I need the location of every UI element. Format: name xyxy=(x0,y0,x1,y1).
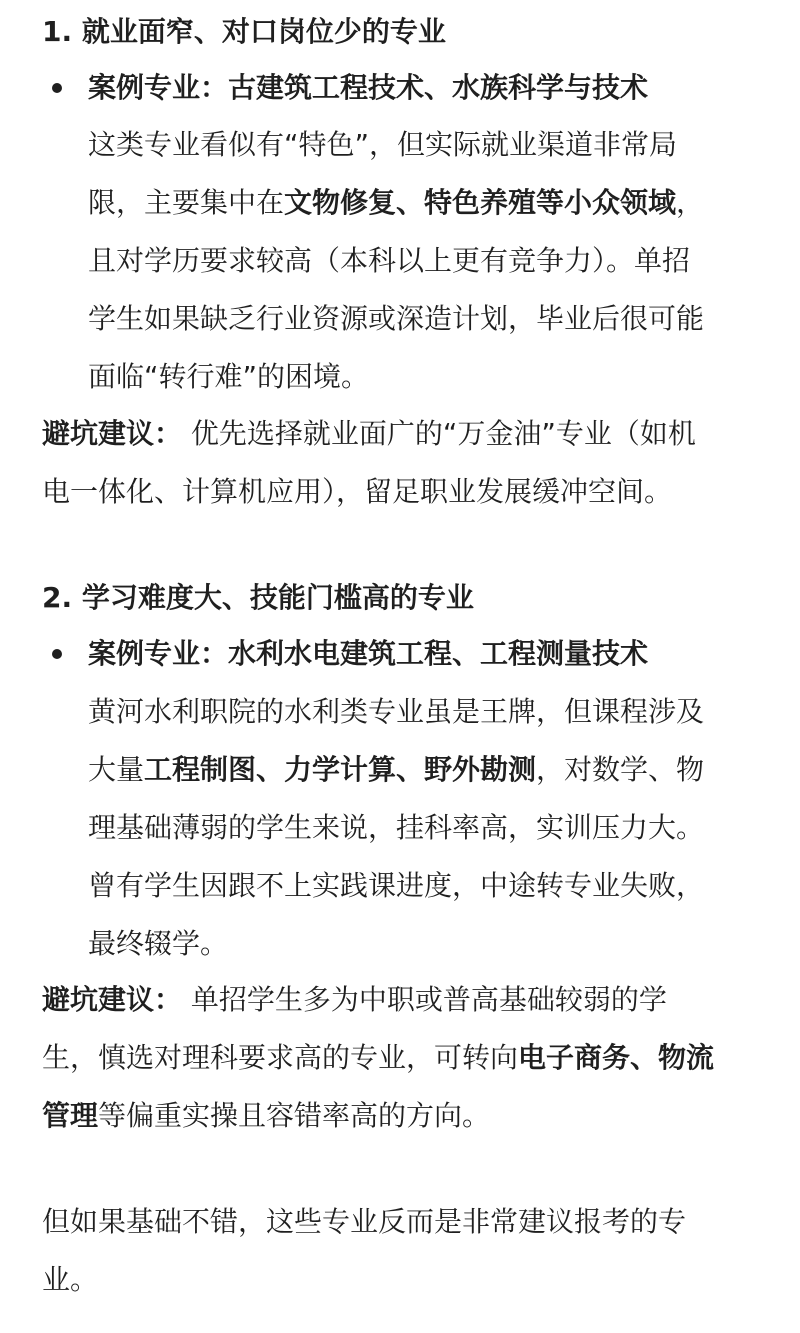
section1-advice-line: 电一体化、计算机应用），留足职业发展缓冲空间。 xyxy=(42,475,673,508)
closing-note xyxy=(42,1193,782,1309)
section1-body xyxy=(88,116,768,406)
section1-advice-label: 避坑建议： xyxy=(42,417,183,450)
section1-body-line: 学生如果缺乏行业资源或深造计划，毕业后很可能 xyxy=(88,302,705,335)
section1-body-emphasis: 文物修复、特色养殖等小众领域 xyxy=(284,186,677,219)
section2-advice-line: 生，慎选对理科要求高的专业，可转向电子商务、物流 xyxy=(42,1041,715,1074)
section2-advice-label: 避坑建议： xyxy=(42,983,183,1016)
bullet-dot-icon xyxy=(52,83,62,93)
section1-body-line: 面临“转行难”的困境。 xyxy=(88,360,370,393)
section2-advice-line: 避坑建议： 单招学生多为中职或普高基础较弱的学 xyxy=(42,983,667,1016)
section2-body-line: 最终辍学。 xyxy=(88,927,229,960)
section2-body-line: 曾有学生因跟不上实践课进度，中途转专业失败， xyxy=(88,869,705,902)
section2-body-emphasis: 工程制图、力学计算、野外勘测 xyxy=(144,753,537,786)
section1-case-item xyxy=(42,68,762,108)
section2-case-label: 案例专业：水利水电建筑工程、工程测量技术 xyxy=(88,637,649,670)
section1-body-line: 这类专业看似有“特色”，但实际就业渠道非常局 xyxy=(88,128,678,161)
section2-body-line: 理基础薄弱的学生来说，挂科率高，实训压力大。 xyxy=(88,811,705,844)
closing-note-line: 但如果基础不错，这些专业反而是非常建议报考的专 xyxy=(42,1205,687,1238)
section1-case-label: 案例专业：古建筑工程技术、水族科学与技术 xyxy=(88,71,649,104)
section2-body-line: 大量工程制图、力学计算、野外勘测，对数学、物 xyxy=(88,753,705,786)
section2-advice-line: 管理等偏重实操且容错率高的方向。 xyxy=(42,1099,491,1132)
section2-advice-emphasis: 电子商务、物流 xyxy=(518,1041,715,1074)
section1-body-line: 限，主要集中在文物修复、特色养殖等小众领域， xyxy=(88,186,705,219)
section2-body xyxy=(88,683,768,973)
section2-advice-emphasis: 管理 xyxy=(42,1099,99,1132)
bullet-dot-icon xyxy=(52,649,62,659)
section2-advice xyxy=(42,971,782,1145)
section1-advice-line: 避坑建议： 优先选择就业面广的“万金油”专业（如机 xyxy=(42,417,696,450)
section2-heading: 2. 学习难度大、技能门槛高的专业 xyxy=(42,581,474,614)
section2-case-item xyxy=(42,634,762,674)
section1-advice xyxy=(42,405,782,521)
section1-body-line: 且对学历要求较高（本科以上更有竞争力）。单招 xyxy=(88,244,691,277)
section2-body-line: 黄河水利职院的水利类专业虽是王牌，但课程涉及 xyxy=(88,695,705,728)
section1-heading: 1. 就业面窄、对口岗位少的专业 xyxy=(42,15,446,48)
closing-note-line: 业。 xyxy=(42,1263,99,1296)
